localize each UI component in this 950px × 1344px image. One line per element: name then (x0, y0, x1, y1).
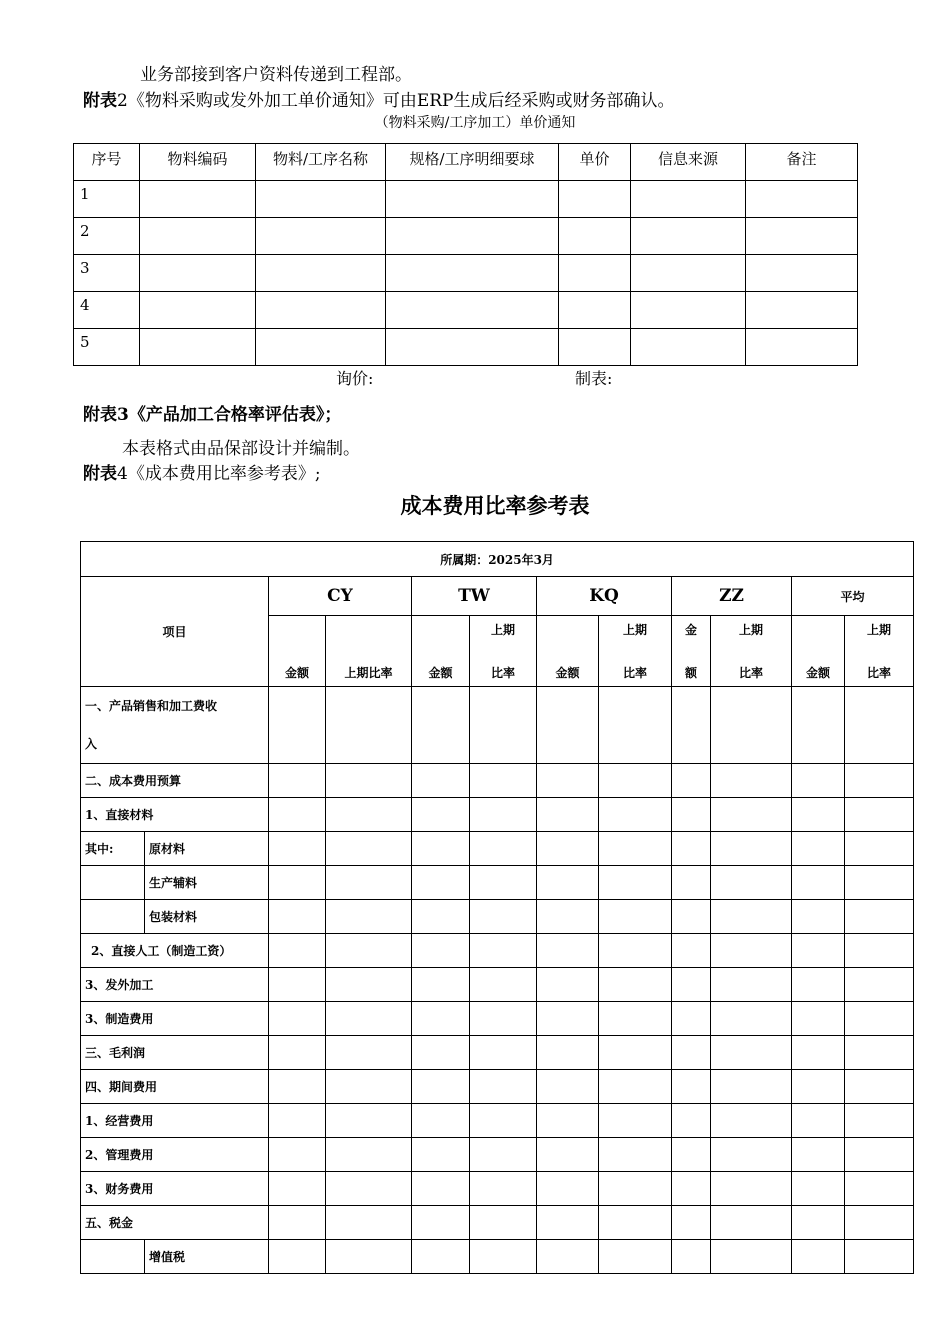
table-row (74, 292, 858, 329)
row-label-aux-material: 生产辅料 (145, 866, 269, 900)
col-header-no: 序号 (74, 144, 140, 181)
col-header-name: 物料/工序名称 (256, 144, 386, 181)
row-label-operating: 1、经营费用 (81, 1104, 269, 1138)
row-label-admin: 2、管理费用 (81, 1138, 269, 1172)
table-row (81, 764, 914, 798)
average-header: 平均 (792, 577, 914, 616)
col-header-code: 物料编码 (140, 144, 256, 181)
row-number: 3 (74, 255, 140, 292)
row-label-tax: 五、税金 (81, 1206, 269, 1240)
annex3-line: 附表3《产品加工合格率评估表》； (83, 405, 342, 425)
zz-amount-header: 金 额 (672, 616, 711, 687)
row-label-revenue: 一、产品销售和加工费收 入 (81, 687, 269, 764)
table-row (81, 900, 914, 934)
avg-ratio-header: 上期 比率 (845, 616, 914, 687)
price-notice-table (73, 143, 858, 366)
row-label-budget: 二、成本费用预算 (81, 764, 269, 798)
table-row (74, 255, 858, 292)
maker-label: 制表: (575, 369, 613, 388)
table1-header-row (74, 144, 858, 181)
row-label-manufacturing: 3、制造费用 (81, 1002, 269, 1036)
annex2-prefix: 附表 (83, 91, 117, 111)
row-label-including: 其中: (81, 832, 145, 866)
annex3-note: 本表格式由品保部设计并编制。 (122, 439, 360, 459)
table-row (74, 218, 858, 255)
annex2-text: 2《物料采购或发外加工单价通知》可由ERP生成后经采购或财务部确认。 (117, 91, 675, 111)
table-row (81, 1206, 914, 1240)
inquiry-label: 询价: (336, 369, 374, 388)
avg-amount-header: 金额 (792, 616, 845, 687)
cost-ratio-table (80, 541, 914, 1274)
period-row (81, 542, 914, 577)
annex4-text: 4《成本费用比率参考表》; (117, 464, 321, 484)
table-row (81, 687, 914, 764)
col-header-source: 信息来源 (631, 144, 746, 181)
period-label: 所属期：2025年3月 (81, 542, 914, 577)
table-row (74, 329, 858, 366)
row-label-vat: 增值税 (145, 1240, 269, 1274)
row-label-gross-profit: 三、毛利润 (81, 1036, 269, 1070)
row-label-period-expense: 四、期间费用 (81, 1070, 269, 1104)
table-row (81, 1002, 914, 1036)
tw-amount-header: 金额 (412, 616, 470, 687)
annex4-line (83, 459, 321, 484)
annex4-prefix: 附表 (83, 464, 117, 484)
col-header-price: 单价 (559, 144, 631, 181)
table-row (81, 1138, 914, 1172)
intro-line: 业务部接到客户资料传递到工程部。 (140, 65, 412, 85)
row-number: 5 (74, 329, 140, 366)
table1-caption: （物料采购/工序加工）单价通知 (374, 115, 576, 131)
row-label-finance: 3、财务费用 (81, 1172, 269, 1206)
annex2-line (83, 86, 674, 111)
table-row (81, 1104, 914, 1138)
row-label-outsourcing: 3、发外加工 (81, 968, 269, 1002)
col-header-spec: 规格/工序明细要球 (386, 144, 559, 181)
col-header-remark: 备注 (746, 144, 858, 181)
table-row (81, 968, 914, 1002)
table-row (81, 1172, 914, 1206)
company-tw: TW (412, 577, 537, 616)
row-number: 2 (74, 218, 140, 255)
row-label-direct-material: 1、直接材料 (81, 798, 269, 832)
tw-ratio-header: 上期 比率 (470, 616, 537, 687)
table-row (81, 1036, 914, 1070)
cy-amount-header: 金额 (269, 616, 326, 687)
row-number: 1 (74, 181, 140, 218)
table-row (81, 934, 914, 968)
cost-table-title: 成本费用比率参考表 (400, 494, 590, 518)
item-header: 项目 (81, 577, 269, 687)
table-row (74, 181, 858, 218)
row-label-packaging: 包装材料 (145, 900, 269, 934)
table-row (81, 1240, 914, 1274)
company-kq: KQ (537, 577, 672, 616)
cy-ratio-header: 上期比率 (326, 616, 412, 687)
company-cy: CY (269, 577, 412, 616)
kq-ratio-header: 上期 比率 (599, 616, 672, 687)
company-zz: ZZ (672, 577, 792, 616)
kq-amount-header: 金额 (537, 616, 599, 687)
company-header-row (81, 577, 914, 616)
zz-ratio-header: 上期 比率 (711, 616, 792, 687)
row-number: 4 (74, 292, 140, 329)
row-label-direct-labor: 2、直接人工（制造工资） (81, 934, 269, 968)
table-row (81, 1070, 914, 1104)
row-label-raw-material: 原材料 (145, 832, 269, 866)
table-row (81, 798, 914, 832)
table-row (81, 866, 914, 900)
table-row (81, 832, 914, 866)
